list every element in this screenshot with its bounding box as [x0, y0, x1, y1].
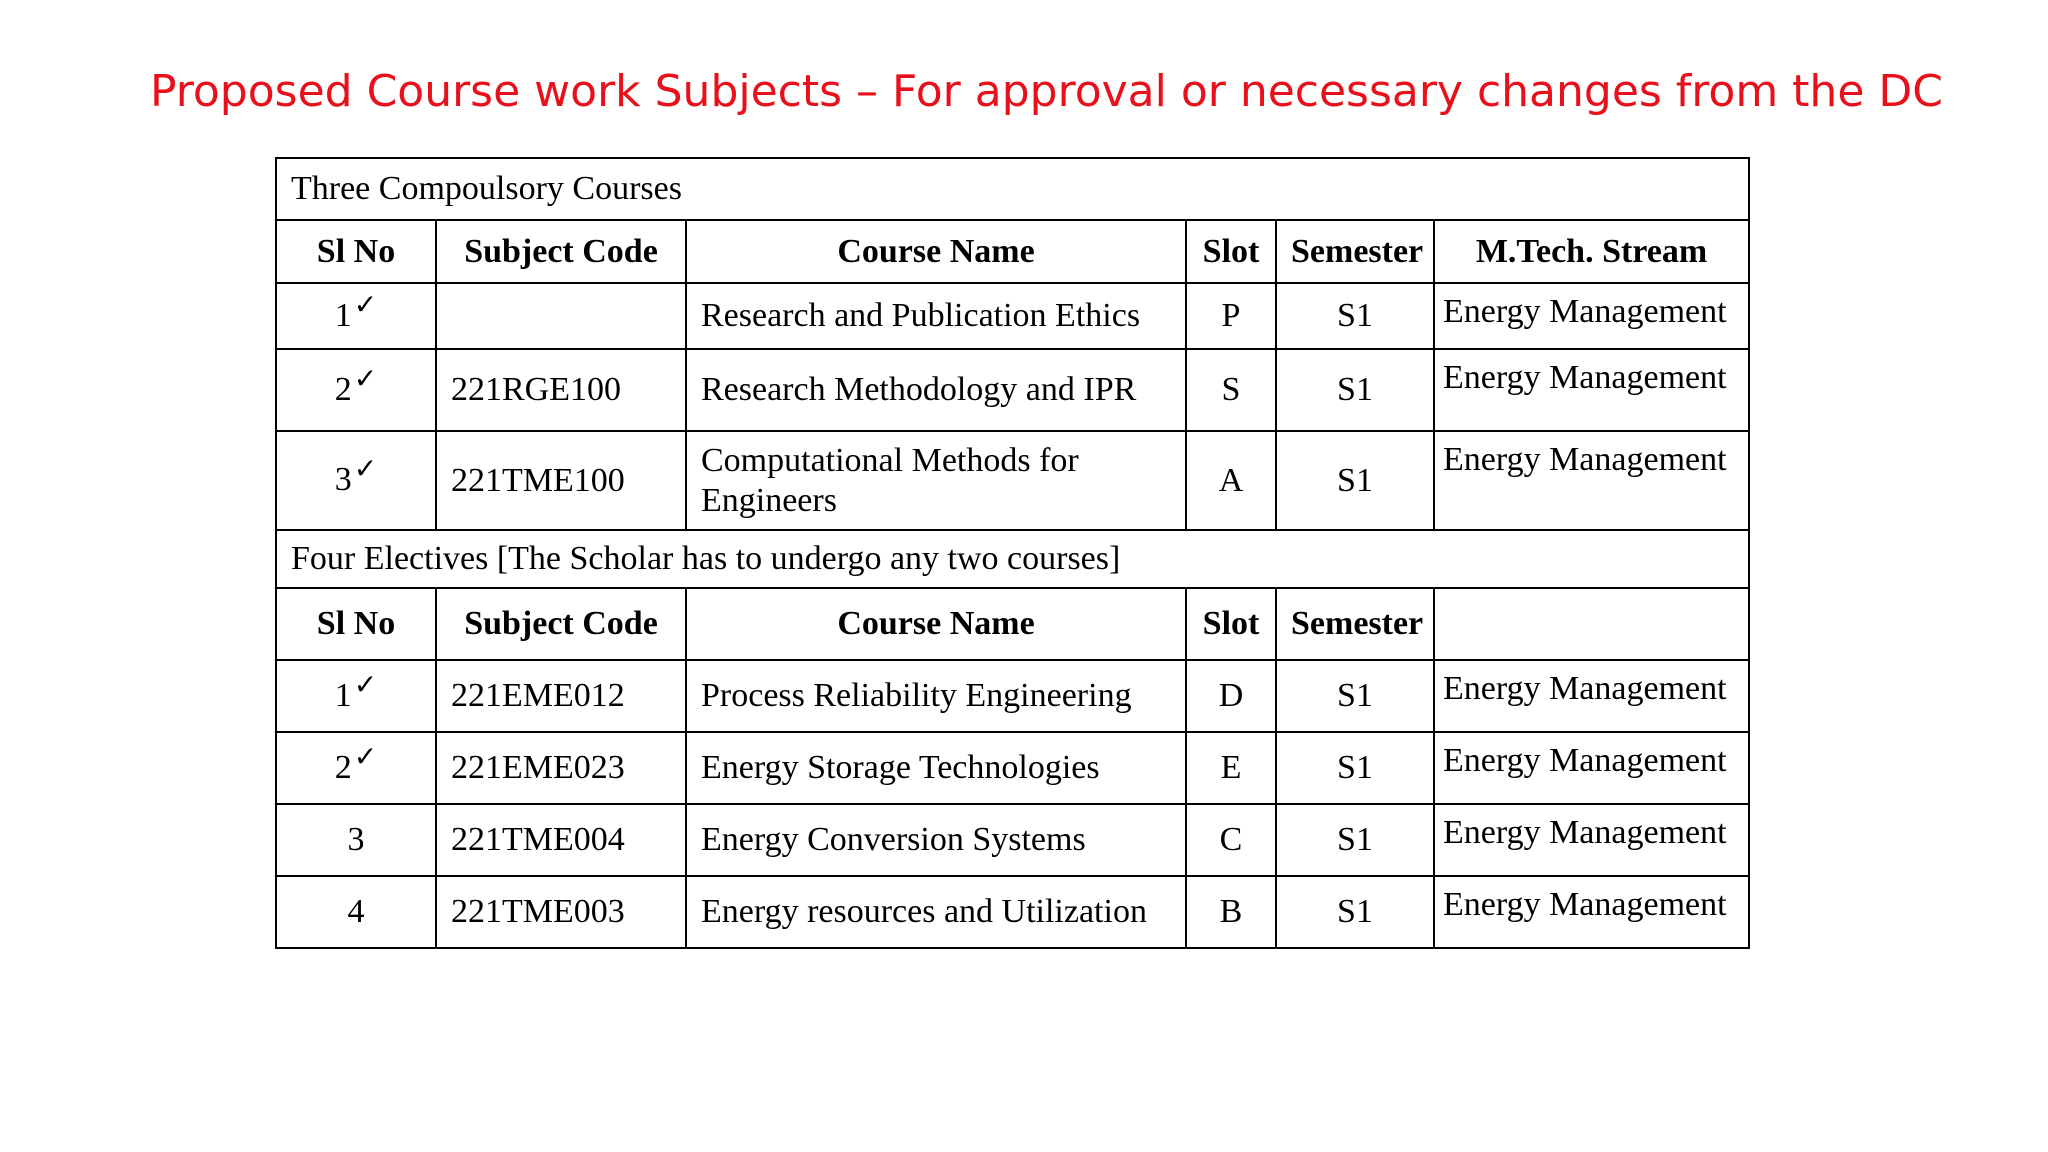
compulsory-header-row	[276, 220, 1749, 283]
stream-cell: Energy Management	[1434, 660, 1749, 732]
course-name-cell: Energy Storage Technologies	[686, 732, 1186, 804]
header-sl-no: Sl No	[276, 220, 436, 283]
table-row	[276, 876, 1749, 948]
electives-section-row	[276, 530, 1749, 588]
sl-no-value: 1	[334, 676, 352, 714]
stream-cell: Energy Management	[1434, 876, 1749, 948]
course-name-cell: Computational Methods for Engineers	[686, 431, 1186, 530]
header-semester: Semester	[1276, 588, 1434, 660]
sl-no-cell: 4	[276, 876, 436, 948]
slot-cell: D	[1186, 660, 1276, 732]
stream-cell: Energy Management	[1434, 804, 1749, 876]
subject-code-cell: 221EME023	[436, 732, 686, 804]
table-row	[276, 732, 1749, 804]
sl-no-value: 3	[334, 461, 352, 498]
sl-no-value: 2	[334, 748, 352, 786]
semester-cell: S1	[1276, 876, 1434, 948]
semester-cell: S1	[1276, 804, 1434, 876]
table-row	[276, 431, 1749, 530]
sl-no-cell	[276, 732, 436, 804]
stream-cell: Energy Management	[1434, 349, 1749, 431]
slot-cell: A	[1186, 431, 1276, 530]
table-row	[276, 349, 1749, 431]
compulsory-section-title: Three Compoulsory Courses	[276, 158, 1749, 220]
sl-no-cell	[276, 431, 436, 530]
sl-no-value: 2	[334, 370, 352, 408]
header-course-name: Course Name	[686, 220, 1186, 283]
slot-cell: P	[1186, 283, 1276, 349]
slot-cell: S	[1186, 349, 1276, 431]
semester-cell: S1	[1276, 660, 1434, 732]
slot-cell: B	[1186, 876, 1276, 948]
slot-cell: C	[1186, 804, 1276, 876]
course-name-cell: Process Reliability Engineering	[686, 660, 1186, 732]
header-stream	[1434, 588, 1749, 660]
subject-code-cell: 221TME004	[436, 804, 686, 876]
header-slot: Slot	[1186, 220, 1276, 283]
slot-cell: E	[1186, 732, 1276, 804]
subject-code-cell: 221RGE100	[436, 349, 686, 431]
header-slot: Slot	[1186, 588, 1276, 660]
header-semester: Semester	[1276, 220, 1434, 283]
semester-cell: S1	[1276, 349, 1434, 431]
stream-cell: Energy Management	[1434, 283, 1749, 349]
electives-header-row	[276, 588, 1749, 660]
sl-no-cell: 3	[276, 804, 436, 876]
semester-cell: S1	[1276, 431, 1434, 530]
header-subject-code: Subject Code	[436, 220, 686, 283]
sl-no-value: 1	[334, 296, 352, 334]
check-icon: ✓	[353, 667, 378, 701]
table-row	[276, 660, 1749, 732]
check-icon: ✓	[353, 361, 378, 395]
semester-cell: S1	[1276, 732, 1434, 804]
electives-section-title: Four Electives [The Scholar has to undergo any two courses]	[276, 530, 1749, 588]
subject-code-cell: 221TME100	[436, 431, 686, 530]
course-name-cell: Research and Publication Ethics	[686, 283, 1186, 349]
check-icon: ✓	[353, 452, 378, 485]
table-row	[276, 283, 1749, 349]
semester-cell: S1	[1276, 283, 1434, 349]
course-table	[275, 157, 1750, 949]
slide-title: Proposed Course work Subjects – For approval or necessary changes from the DC	[150, 66, 1943, 117]
sl-no-cell	[276, 349, 436, 431]
sl-no-cell	[276, 660, 436, 732]
course-name-cell: Research Methodology and IPR	[686, 349, 1186, 431]
stream-cell: Energy Management	[1434, 431, 1749, 530]
course-name-cell: Energy resources and Utilization	[686, 876, 1186, 948]
header-sl-no: Sl No	[276, 588, 436, 660]
subject-code-cell: 221EME012	[436, 660, 686, 732]
compulsory-section-row	[276, 158, 1749, 220]
sl-no-cell	[276, 283, 436, 349]
course-name-cell: Energy Conversion Systems	[686, 804, 1186, 876]
check-icon: ✓	[353, 287, 378, 321]
subject-code-cell	[436, 283, 686, 349]
stream-cell: Energy Management	[1434, 732, 1749, 804]
header-subject-code: Subject Code	[436, 588, 686, 660]
subject-code-cell: 221TME003	[436, 876, 686, 948]
check-icon: ✓	[353, 739, 378, 773]
header-stream: M.Tech. Stream	[1434, 220, 1749, 283]
table-row	[276, 804, 1749, 876]
header-course-name: Course Name	[686, 588, 1186, 660]
